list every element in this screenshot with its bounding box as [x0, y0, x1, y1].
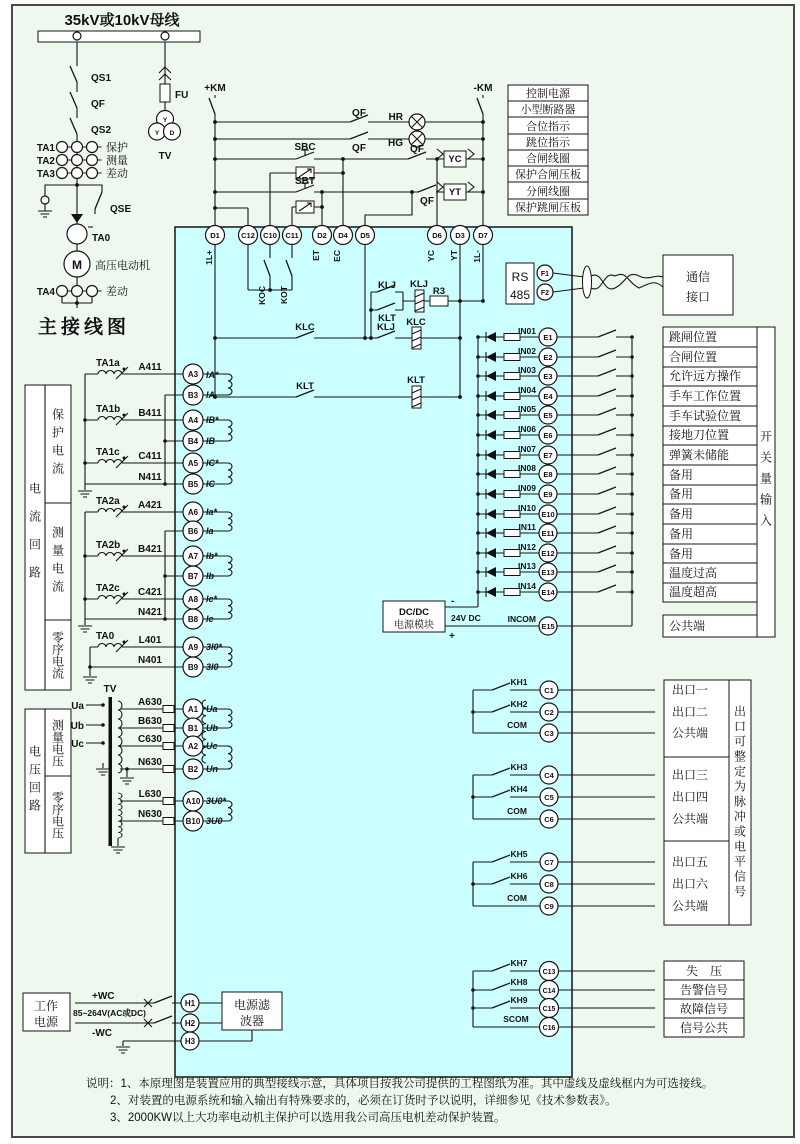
dout-note-vertical-label: 出口可整定为脉冲或电平信号 — [732, 705, 747, 900]
wire-a630: A630 — [138, 697, 162, 708]
ta2b-label: TA2b — [96, 540, 121, 551]
terminal-a2: A2 — [187, 742, 199, 751]
ph-ib-s: IB* — [206, 415, 219, 425]
kh4-label: KH4 — [510, 784, 528, 794]
ta1b-label: TA1b — [96, 404, 121, 415]
terminal-b3: B3 — [187, 391, 199, 400]
din-label: 备用 — [669, 487, 694, 501]
klj-contact-label: KLJ — [378, 280, 396, 291]
dout-label: 出口三 — [672, 768, 709, 782]
legend-row: 控制电源 — [526, 88, 570, 100]
terminal-c14: C14 — [542, 988, 556, 995]
ph-ic2-s: Ic* — [206, 594, 218, 604]
klj-coil — [415, 290, 424, 312]
terminal-b2: B2 — [187, 765, 199, 774]
tag-ec: EC — [332, 250, 342, 262]
in01: IN01 — [518, 326, 536, 336]
dout-label: 出口一 — [672, 683, 709, 697]
terminal-b10: B10 — [185, 817, 201, 826]
dout-label: 出口五 — [672, 855, 709, 869]
terminal-e9: E9 — [543, 490, 553, 499]
terminal-h1: H1 — [184, 999, 196, 1008]
terminal-e4: E4 — [543, 392, 553, 401]
terminal-c5: C5 — [544, 793, 554, 802]
din-label: 手车工作位置 — [669, 389, 742, 403]
com2-label: COM — [507, 806, 527, 816]
terminal-c6: C6 — [544, 815, 554, 824]
terminal-a10: A10 — [185, 797, 201, 806]
klt-coil-label: KLT — [407, 375, 425, 386]
in08: IN08 — [518, 463, 536, 473]
sig-label: 告警信号 — [679, 983, 729, 997]
busbar — [38, 31, 200, 42]
ta3-use: 差动 — [106, 168, 128, 180]
dcdc-voltage: 24V DC — [451, 613, 481, 623]
terminal-a1: A1 — [187, 705, 199, 714]
din-label: 备用 — [669, 507, 694, 521]
kh9-label: KH9 — [510, 995, 528, 1005]
terminal-b8: B8 — [187, 615, 199, 624]
kh5-label: KH5 — [510, 849, 528, 859]
ta1c-label: TA1c — [96, 447, 120, 458]
in14: IN14 — [518, 581, 536, 591]
km-pos-label: +KM — [204, 83, 226, 94]
kh1-label: KH1 — [510, 677, 528, 687]
ph-3i0: 3I0 — [206, 662, 219, 672]
kh2-label: KH2 — [510, 699, 528, 709]
tag-yt: YT — [449, 250, 459, 261]
wire-b421: B421 — [138, 544, 162, 555]
terminal-d4: D4 — [338, 231, 348, 240]
yc-label: YC — [448, 154, 462, 165]
ct-cell-3: 零序电流 — [50, 631, 65, 679]
terminal-b9: B9 — [187, 663, 199, 672]
ph-uc: Uc — [206, 741, 218, 751]
busbar-title: 35kV或10kV母线 — [64, 12, 180, 29]
filter-l1: 电源滤 — [233, 998, 271, 1012]
km-neg-label: -KM — [473, 83, 493, 94]
in03: IN03 — [518, 365, 536, 375]
wire-c421: C421 — [138, 587, 162, 598]
ph-ib: IB — [206, 436, 215, 446]
terminal-a3: A3 — [187, 370, 199, 379]
terminal-e5: E5 — [543, 411, 553, 420]
ph-ic-s: IC* — [206, 458, 219, 468]
power-box-l1: 工作 — [33, 999, 59, 1013]
terminal-b5: B5 — [187, 480, 199, 489]
wire-a411: A411 — [138, 362, 162, 373]
opto-trip-symbol — [296, 201, 314, 213]
terminal-c10: C10 — [263, 231, 277, 240]
comm-port-l1: 通信 — [685, 270, 711, 284]
terminal-d5: D5 — [360, 231, 370, 240]
vt-cell-1: 测量电压 — [50, 718, 65, 767]
sbc-label: SBC — [294, 142, 316, 153]
legend-row: 小型断路器 — [520, 104, 576, 116]
legend-row: 分闸线圈 — [526, 186, 570, 198]
ta2-use: 测量 — [106, 155, 128, 167]
wire-b630: B630 — [138, 716, 162, 727]
in10: IN10 — [518, 503, 536, 513]
ta2c-label: TA2c — [96, 583, 120, 594]
terminal-c3: C3 — [544, 729, 554, 738]
ph-ic2: Ic — [206, 614, 214, 624]
ph-un: Un — [206, 764, 218, 774]
in04: IN04 — [518, 385, 536, 395]
ta1-use: 保护 — [106, 142, 128, 154]
legend-row: 保护合闸压板 — [515, 169, 581, 181]
terminal-d6: D6 — [432, 231, 442, 240]
klc-coil-label: KLC — [406, 317, 426, 328]
ua-in: Ua — [71, 701, 84, 712]
din-label: 备用 — [669, 468, 694, 482]
ta0b-label: TA0 — [96, 631, 115, 642]
com1-label: COM — [507, 720, 527, 730]
terminal-c2: C2 — [544, 708, 554, 717]
dout-label: 公共端 — [672, 726, 709, 740]
fuse-symbol — [160, 84, 170, 102]
terminal-c13: C13 — [542, 969, 556, 976]
in06: IN06 — [518, 424, 536, 434]
r3-resistor — [430, 296, 448, 306]
wire-l401: L401 — [138, 635, 162, 646]
sig-label: 失 压 — [685, 964, 723, 978]
wire-a421: A421 — [138, 500, 162, 511]
terminal-e8: E8 — [543, 470, 553, 479]
ta1-label: TA1 — [36, 143, 55, 154]
ta0-label: TA0 — [92, 233, 111, 244]
legend-row: 合位指示 — [526, 121, 570, 133]
klc-coil — [412, 327, 421, 349]
klt-contact-label: KLT — [378, 313, 396, 324]
motor-label: 高压电动机 — [95, 260, 150, 272]
terminal-e10: E10 — [541, 510, 555, 519]
scom-label: SCOM — [503, 1014, 529, 1024]
terminal-c1: C1 — [544, 686, 554, 695]
fu-label: FU — [175, 90, 189, 101]
terminal-b4: B4 — [187, 437, 199, 446]
dcdc-minus: - — [451, 596, 455, 607]
terminal-h2: H2 — [184, 1019, 196, 1028]
dout-label: 出口六 — [672, 877, 709, 891]
in02: IN02 — [518, 346, 536, 356]
hg-label: HG — [388, 138, 403, 149]
wc-pos-label: +WC — [92, 991, 115, 1002]
terminal-c9: C9 — [544, 902, 554, 911]
terminal-a4: A4 — [187, 416, 199, 425]
ct-cell-1: 保护电流 — [50, 408, 65, 480]
qf-aux-4: QF — [420, 196, 434, 207]
kh6-label: KH6 — [510, 871, 528, 881]
incom-label: INCOM — [507, 614, 536, 624]
qf-label: QF — [91, 99, 105, 110]
wire-n630: N630 — [138, 757, 162, 768]
tag-1lplus: 1L+ — [204, 250, 214, 265]
kot-label: KOT — [279, 286, 289, 304]
terminal-e14: E14 — [541, 588, 555, 597]
tv-sym-1: Y — [162, 117, 168, 124]
wc-neg-label: -WC — [92, 1028, 112, 1039]
din-group-vertical-label: 开关量输入 — [758, 429, 773, 535]
terminal-c7: C7 — [544, 858, 554, 867]
in07: IN07 — [518, 444, 536, 454]
terminal-d7: D7 — [478, 231, 488, 240]
klj-coil-label: KLJ — [410, 279, 428, 290]
legend-row: 跳位指示 — [526, 137, 570, 149]
ta2-label: TA2 — [36, 156, 55, 167]
qs2-label: QS2 — [91, 125, 112, 136]
legend-row: 合闸线圈 — [526, 153, 570, 165]
ph-ic: IC — [206, 479, 215, 489]
note-line-2: 2、对装置的电源系统和输入输出有特殊要求的，必须在订货时予以说明，详细参见《技术参数表》。 — [110, 1095, 617, 1107]
qse-label: QSE — [110, 204, 132, 215]
terminal-e12: E12 — [541, 549, 555, 558]
ta0-ct-symbol — [67, 224, 87, 244]
in11: IN11 — [518, 522, 536, 532]
in05: IN05 — [518, 404, 536, 414]
dcdc-l1: DC/DC — [398, 607, 430, 618]
qf-aux-2: QF — [352, 143, 366, 154]
terminal-e7: E7 — [543, 451, 553, 460]
din-label: 合闸位置 — [669, 350, 718, 364]
dout-label: 公共端 — [672, 899, 709, 913]
note-line-3: 3、2000KW以上大功率电动机主保护可以选用我公司高压电机差动保护装置。 — [110, 1112, 506, 1124]
sbt-label: SBT — [295, 176, 315, 187]
din-label: 跳闸位置 — [669, 330, 718, 344]
terminal-c4: C4 — [544, 771, 554, 780]
vt-cell-2: 零序电压 — [50, 790, 65, 839]
din-label: 允许远方操作 — [669, 369, 742, 383]
wire-b411: B411 — [138, 408, 162, 419]
ct-cell-2: 测量电流 — [50, 525, 65, 598]
ph-3u0-s: 3U0* — [206, 796, 227, 806]
terminal-a6: A6 — [187, 508, 199, 517]
wire-n401: N401 — [138, 655, 162, 666]
voltage-loop-vertical-label: 电压回路 — [27, 745, 42, 817]
tv-sym-2: Y — [154, 130, 160, 137]
klc-contact-label: KLC — [295, 322, 315, 333]
uc-in: Uc — [71, 739, 84, 750]
power-box-l2: 电源 — [33, 1015, 59, 1029]
comm-port-l2: 接口 — [685, 290, 711, 304]
in09: IN09 — [518, 483, 536, 493]
qf-aux-3: QF — [410, 144, 424, 155]
wire-l630: L630 — [138, 789, 162, 800]
wire-c411: C411 — [138, 451, 162, 462]
terminal-b7: B7 — [187, 572, 199, 581]
terminal-e11: E11 — [541, 529, 555, 538]
ta2a-label: TA2a — [96, 496, 120, 507]
sig-label: 故障信号 — [679, 1002, 729, 1016]
terminal-c15: C15 — [542, 1006, 556, 1013]
terminal-a5: A5 — [187, 459, 199, 468]
terminal-f2: F2 — [540, 290, 550, 297]
terminal-a7: A7 — [187, 552, 199, 561]
terminal-b1: B1 — [187, 724, 199, 733]
yt-label: YT — [448, 187, 462, 198]
ph-ua: Ua — [206, 704, 218, 714]
current-loop-vertical-label: 电流回路 — [27, 481, 42, 594]
dcdc-plus: + — [449, 631, 455, 642]
dout-label: 出口二 — [672, 705, 709, 719]
legend-row: 保护跳闸压板 — [515, 202, 581, 214]
terminal-e13: E13 — [541, 568, 555, 577]
com3-label: COM — [507, 893, 527, 903]
terminal-e1: E1 — [543, 333, 553, 342]
dout-label: 出口四 — [672, 790, 709, 804]
terminal-h3: H3 — [184, 1037, 196, 1046]
tv-label: TV — [158, 151, 172, 162]
filter-l2: 波器 — [239, 1014, 265, 1028]
terminal-c16: C16 — [542, 1025, 556, 1032]
ub-in: Ub — [70, 721, 84, 732]
ph-ib2: Ib — [206, 571, 214, 581]
hr-label: HR — [388, 112, 403, 123]
kh3-label: KH3 — [510, 762, 528, 772]
ph-3u0: 3U0 — [206, 816, 223, 826]
ta3-label: TA3 — [36, 169, 55, 180]
kh7-label: KH7 — [510, 958, 528, 968]
terminal-e3: E3 — [543, 372, 553, 381]
koc-label: KOC — [257, 286, 267, 305]
main-diagram-label: 主接线图 — [38, 317, 131, 338]
terminal-d1: D1 — [210, 231, 220, 240]
din-label: 手车试验位置 — [669, 409, 742, 423]
tag-et: ET — [311, 250, 321, 261]
tv2-label: TV — [103, 684, 117, 695]
din-common-label: 公共端 — [669, 619, 706, 633]
qf-aux-1: QF — [352, 108, 366, 119]
terminal-c12: C12 — [241, 231, 255, 240]
ta4-label: TA4 — [36, 287, 55, 298]
ph-ia: IA — [206, 390, 215, 400]
tag-yc: YC — [426, 250, 436, 262]
kh8-label: KH8 — [510, 977, 528, 987]
din-label: 弹簧未储能 — [669, 448, 730, 462]
ta4-use: 差动 — [106, 286, 128, 298]
wire-n630b: N630 — [138, 809, 162, 820]
rs-label: RS — [511, 270, 529, 284]
terminal-b6: B6 — [187, 527, 199, 536]
comm-port-box — [663, 255, 733, 315]
terminal-c11: C11 — [285, 231, 299, 240]
wire-c630: C630 — [138, 734, 162, 745]
wire-n411: N411 — [138, 472, 162, 483]
ph-ia-s: IA* — [206, 370, 219, 380]
in13: IN13 — [518, 561, 536, 571]
terminal-d3: D3 — [455, 231, 465, 240]
dcdc-l2: 电源模块 — [394, 620, 434, 631]
ph-ia2: Ia — [206, 526, 214, 536]
din-label: 温度过高 — [669, 566, 718, 580]
terminal-e6: E6 — [543, 431, 553, 440]
klt-coil — [412, 386, 421, 408]
ph-ub: Ub — [206, 723, 218, 733]
wire-n421: N421 — [138, 607, 162, 618]
sig-label: 信号公共 — [679, 1021, 729, 1035]
in12: IN12 — [518, 542, 536, 552]
ph-ia2-s: Ia* — [206, 507, 218, 517]
terminal-a8: A8 — [187, 595, 199, 604]
r3-label: R3 — [432, 286, 446, 297]
dout-label: 公共端 — [672, 812, 709, 826]
qs1-label: QS1 — [91, 73, 112, 84]
motor-m: M — [72, 258, 82, 272]
terminal-d2: D2 — [317, 231, 327, 240]
tag-1lminus: 1L- — [472, 250, 482, 263]
cable-symbol — [583, 266, 592, 298]
din-label: 接地刀位置 — [669, 428, 730, 442]
tv-core — [109, 697, 113, 846]
klt-contact2-label: KLT — [296, 381, 314, 392]
power-range-label: 85~264V(AC或DC) — [73, 1008, 146, 1018]
ph-ib2-s: Ib* — [206, 551, 218, 561]
terminal-f1: F1 — [540, 271, 550, 278]
terminal-e15: E15 — [541, 622, 555, 631]
din-label: 备用 — [669, 547, 694, 561]
terminal-c8: C8 — [544, 880, 554, 889]
tv-sym-3: D — [169, 130, 175, 137]
ph-3i0-s: 3I0* — [206, 642, 223, 652]
din-label: 温度超高 — [669, 585, 718, 599]
ta1a-label: TA1a — [96, 358, 120, 369]
klj-contact2-label: KLJ — [377, 322, 395, 333]
terminal-a9: A9 — [187, 643, 199, 652]
terminal-e2: E2 — [543, 353, 553, 362]
rs485-label: 485 — [509, 288, 531, 302]
note-line-1: 说明：1、本原理图是装置应用的典型接线示意，具体项目按我公司提供的工程图纸为准。其中虚线及虚线框内为可选接线。 — [86, 1078, 714, 1090]
lamp-hr — [409, 114, 425, 130]
din-label: 备用 — [669, 527, 694, 541]
